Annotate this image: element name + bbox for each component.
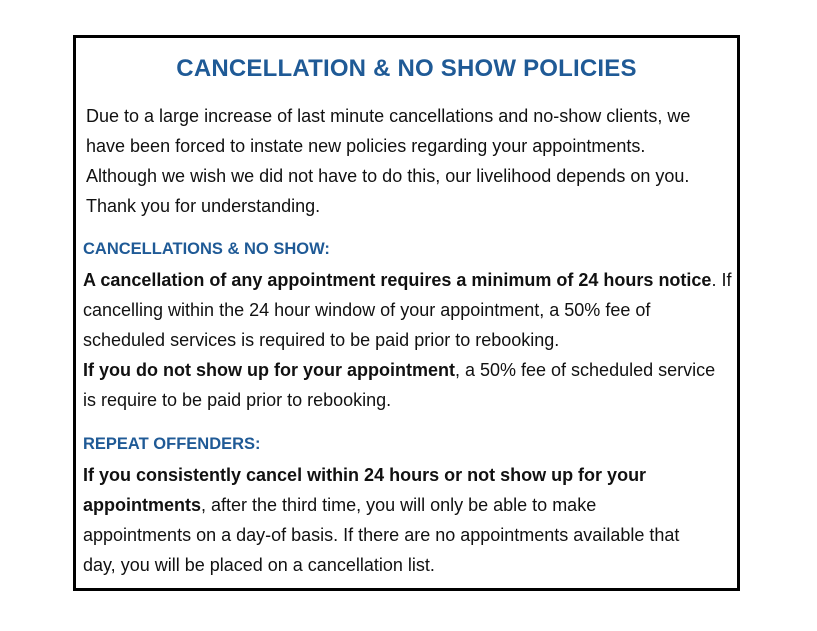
cancellations-body xyxy=(83,265,738,415)
no-show-rest: , a 50% fee of scheduled service xyxy=(454,360,716,380)
cancellations-line xyxy=(83,355,738,385)
intro-paragraph xyxy=(86,101,736,221)
cancellations-line: is require to be paid prior to rebooking. xyxy=(83,390,392,410)
repeat-offenders-heading: REPEAT OFFENDERS: xyxy=(83,435,261,453)
cancellations-line: cancelling within the 24 hour window of your appointment, a 50% fee of xyxy=(83,300,651,320)
repeat-line: day, you will be placed on a cancellation list. xyxy=(83,555,435,575)
repeat-offenders-body xyxy=(83,460,738,580)
intro-line: Although we wish we did not have to do this, our livelihood depends on you. xyxy=(86,166,690,186)
intro-line: Due to a large increase of last minute cancellations and no-show clients, we xyxy=(86,106,691,126)
repeat-line xyxy=(83,490,738,520)
cancellations-heading: CANCELLATIONS & NO SHOW: xyxy=(83,240,330,258)
cancellations-line xyxy=(83,265,738,295)
no-show-bold: If you do not show up for your appointment xyxy=(83,360,455,380)
policy-box xyxy=(73,35,740,591)
cancellation-notice-bold: A cancellation of any appointment requires a minimum of 24 hours notice xyxy=(83,270,712,290)
cancellation-notice-rest: . If xyxy=(711,270,732,290)
intro-line: have been forced to instate new policies regarding your appointments. xyxy=(86,136,646,156)
policy-title: CANCELLATION & NO SHOW POLICIES xyxy=(176,55,637,82)
appointments-bold: appointments xyxy=(83,495,202,515)
repeat-line: If you consistently cancel within 24 hours or not show up for your xyxy=(83,465,647,485)
cancellations-line: scheduled services is required to be paid prior to rebooking. xyxy=(83,330,560,350)
appointments-rest: , after the third time, you will only be able to make xyxy=(201,495,597,515)
repeat-line: appointments on a day-of basis. If there are no appointments available that xyxy=(83,525,680,545)
intro-line: Thank you for understanding. xyxy=(86,196,321,216)
